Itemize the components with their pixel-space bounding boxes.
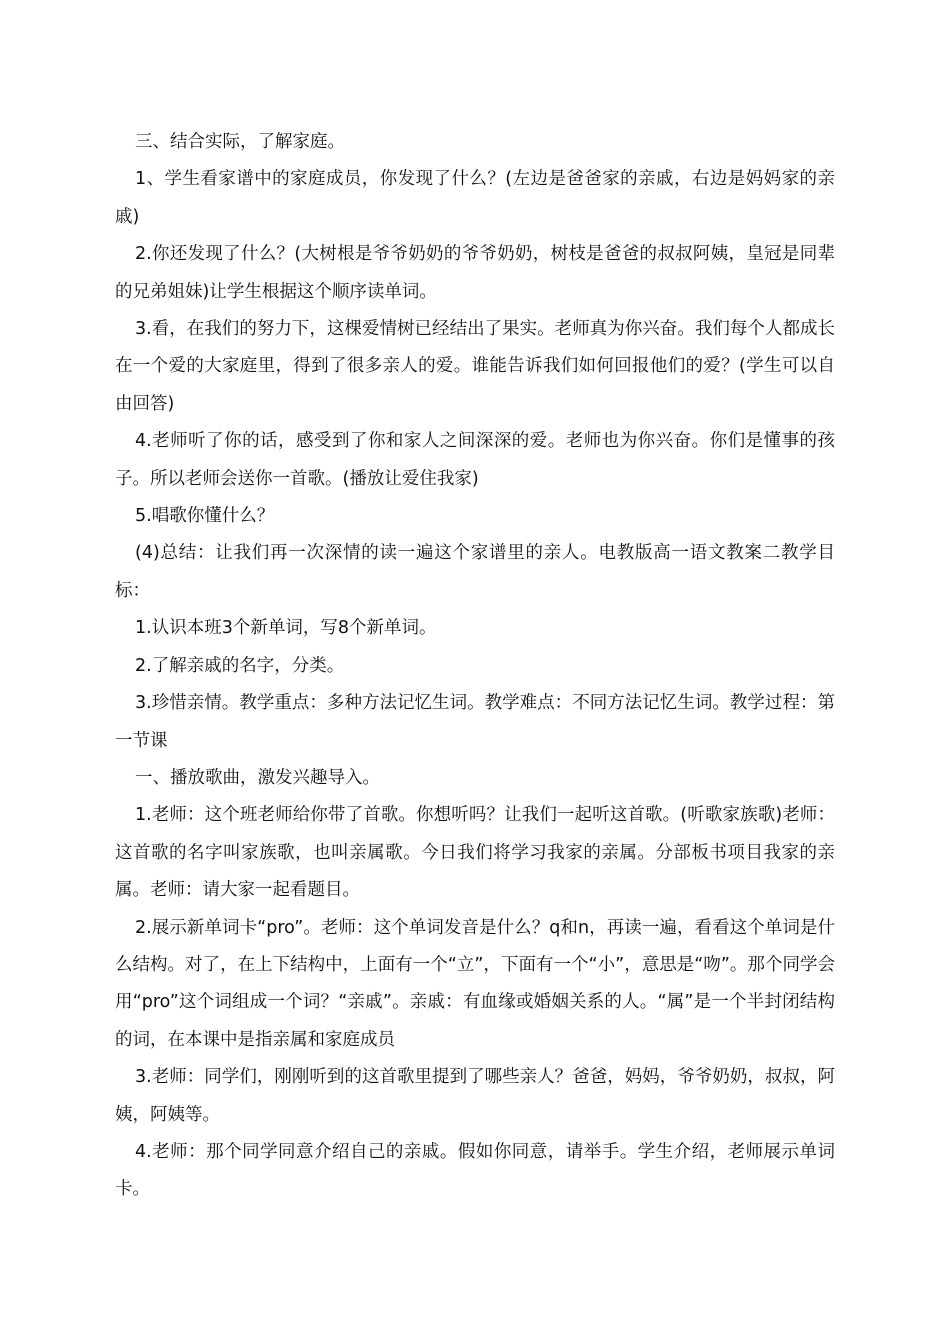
paragraph: 5.唱歌你懂什么？ [135, 506, 275, 527]
paragraph: 1、学生看家谱中的家庭成员，你发现了什么？(左边是爸爸家的亲戚，右边是妈妈家的亲戚) [115, 169, 835, 227]
paragraph: 3.老师：同学们，刚刚听到的这首歌里提到了哪些亲人？爸爸，妈妈，爷爷奶奶，叔叔，阿姨，阿姨等。 [115, 1067, 835, 1125]
paragraph: 1.认识本班3个新单词，写8个新单词。 [135, 618, 437, 639]
document-body [115, 124, 835, 1209]
section-heading: 三、结合实际，了解家庭。 [135, 132, 345, 152]
paragraph: 4.老师：那个同学同意介绍自己的亲戚。假如你同意，请举手。学生介绍，老师展示单词卡。 [115, 1141, 835, 1200]
paragraph: 2.你还发现了什么？(大树根是爷爷奶奶的爷爷奶奶，树枝是爸爸的叔叔阿姨，皇冠是同辈的兄弟姐妹)让学生根据这个顺序读单词。 [115, 244, 835, 302]
paragraph: 2.展示新单词卡“pro”。老师：这个单词发音是什么？q和n，再读一遍，看看这个单词是什么结构。对了，在上下结构中，上面有一个“立”，下面有一个“小”，意思是“吻”。那个同学会用“pro”这个词组成一个词？“亲戚”。亲戚：有血缘或婚姻关系的人。“属”是一个半封闭结构的词，在本课中是指亲属和家庭成员 [115, 917, 835, 1050]
paragraph: 3.看，在我们的努力下，这棵爱情树已经结出了果实。老师真为你兴奋。我们每个人都成长在一个爱的大家庭里，得到了很多亲人的爱。谁能告诉我们如何回报他们的爱？(学生可以自由回答) [115, 319, 835, 414]
paragraph: 1.老师：这个班老师给你带了首歌。你想听吗？让我们一起听这首歌。(听歌家族歌)老师：这首歌的名字叫家族歌，也叫亲属歌。今日我们将学习我家的亲属。分部板书项目我家的亲属。老师：请大家一起看题目。 [115, 805, 835, 901]
paragraph: 3.珍惜亲情。教学重点：多种方法记忆生词。教学难点：不同方法记忆生词。教学过程：第一节课 [115, 693, 835, 751]
section-heading: 一、播放歌曲，激发兴趣导入。 [135, 767, 380, 788]
paragraph: 4.老师听了你的话，感受到了你和家人之间深深的爱。老师也为你兴奋。你们是懂事的孩子。所以老师会送你一首歌。(播放让爱住我家) [115, 431, 835, 489]
paragraph: 2.了解亲戚的名字，分类。 [135, 655, 345, 676]
paragraph: (4)总结：让我们再一次深情的读一遍这个家谱里的亲人。电教版高一语文教案二教学目标： [115, 543, 835, 601]
